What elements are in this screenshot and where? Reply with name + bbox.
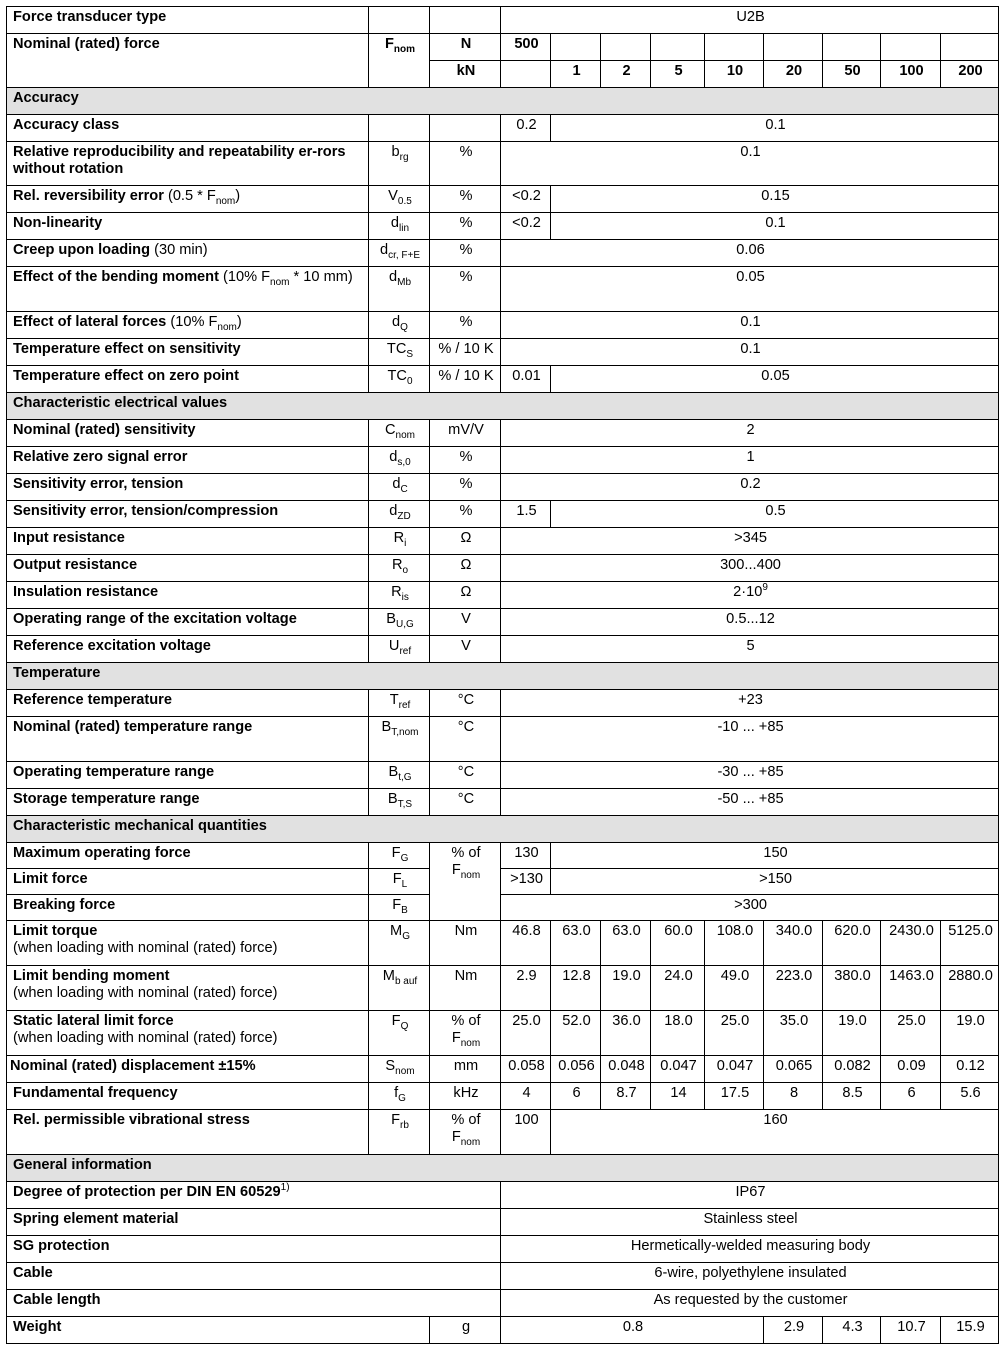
- table-row: Nominal (rated) temperature range $B_{T,nom}$ °C -10 ... +85: [7, 717, 999, 762]
- section-title: Accuracy: [7, 88, 999, 115]
- table-row: Sensitivity error, tension/compression $d_{ZD}$ % 1.5 0.5: [7, 501, 999, 528]
- force-symbol: $F_{nom}$: [369, 34, 430, 88]
- section-accuracy: [7, 88, 999, 115]
- table-row: Temperature effect on sensitivity $TC_S$ % / 10 K 0.1: [7, 339, 999, 366]
- table-row: Relative zero signal error $d_{s,0}$ % 1: [7, 447, 999, 474]
- table-row: Reference excitation voltage $U_{ref}$ V 5: [7, 636, 999, 663]
- force-row: [7, 34, 999, 61]
- type-label: Force transducer type: [7, 7, 369, 34]
- table-row: Output resistance $R_o$ Ω 300...400: [7, 555, 999, 582]
- table-row: Non-linearity $d_{lin}$ % <0.2 0.1: [7, 213, 999, 240]
- table-row: Temperature effect on zero point $TC_0$ % / 10 K 0.01 0.05: [7, 366, 999, 393]
- table-row: Weight g 0.8 2.9 4.3 10.7 15.9: [7, 1317, 999, 1344]
- force-2: 2: [601, 61, 651, 88]
- table-row: Limit bending moment (when loading with nominal (rated) force) $M_{b auf}$ Nm 2.9 12.8 19.0 24.0 49.0 223.0 380.0 1463.0 2880.0: [7, 966, 999, 1011]
- unit-n: N: [430, 34, 501, 61]
- pct-unit: % of $F_{nom}$: [430, 843, 501, 921]
- section-temperature: [7, 663, 999, 690]
- force-200: 200: [941, 61, 999, 88]
- force-500: 500: [501, 34, 551, 61]
- table-row: Effect of lateral forces (10% $F_{nom}$) $d_Q$ % 0.1: [7, 312, 999, 339]
- table-row: Sensitivity error, tension $d_C$ % 0.2: [7, 474, 999, 501]
- table-row: Rel. permissible vibrational stress $F_{rb}$ % of $F_{nom}$ 100 160: [7, 1110, 999, 1155]
- table-row: Rel. reversibility error $(0.5 * F_{nom})$ $V_{0.5}$ % <0.2 0.15: [7, 186, 999, 213]
- table-row: Cable length As requested by the customer: [7, 1290, 999, 1317]
- force-20: 20: [764, 61, 823, 88]
- table-row: Accuracy class 0.2 0.1: [7, 115, 999, 142]
- table-row: Insulation resistance $R_{is}$ Ω $2\cdot 10^9$: [7, 582, 999, 609]
- force-50: 50: [823, 61, 881, 88]
- section-general: [7, 1155, 999, 1182]
- section-title: Characteristic electrical values: [7, 393, 999, 420]
- force-5: 5: [651, 61, 705, 88]
- table-row: Operating temperature range $B_{t,G}$ °C -30 ... +85: [7, 762, 999, 789]
- section-mechanical: [7, 816, 999, 843]
- force-100: 100: [881, 61, 941, 88]
- table-row: Limit torque (when loading with nominal (rated) force) $M_G$ Nm 46.8 63.0 63.0 60.0 108.0 340.0 620.0 2430.0 5125.0: [7, 921, 999, 966]
- table-row: Nominal (rated) sensitivity $C_{nom}$ mV/V 2: [7, 420, 999, 447]
- table-row: Limit force $F_L$ >130 >150: [7, 869, 999, 895]
- section-electrical: [7, 393, 999, 420]
- table-row: Maximum operating force $F_G$ % of $F_{nom}$ 130 150: [7, 843, 999, 869]
- unit-kn: kN: [430, 61, 501, 88]
- table-row: Storage temperature range $B_{T,S}$ °C -50 ... +85: [7, 789, 999, 816]
- table-row: Spring element material Stainless steel: [7, 1209, 999, 1236]
- table-row: Static lateral limit force (when loading with nominal (rated) force) $F_Q$ % of $F_{nom}$ 25.0 52.0 36.0 18.0 25.0 35.0 19.0 25.0 19.0: [7, 1011, 999, 1056]
- table-row: Cable 6-wire, polyethylene insulated: [7, 1263, 999, 1290]
- spec-table: [6, 6, 999, 1344]
- force-10: 10: [705, 61, 764, 88]
- table-row: SG protection Hermetically-welded measuring body: [7, 1236, 999, 1263]
- table-row: Relative reproducibility and repeatability er-rors without rotation $b_{rg}$ % 0.1: [7, 142, 999, 186]
- section-title: General information: [7, 1155, 999, 1182]
- section-title: Characteristic mechanical quantities: [7, 816, 999, 843]
- table-row: Effect of the bending moment (10% $F_{nom} * 10$ mm) $d_{Mb}$ % 0.05: [7, 267, 999, 312]
- type-value: U2B: [501, 7, 999, 34]
- section-title: Temperature: [7, 663, 999, 690]
- table-row: Fundamental frequency $f_G$ kHz 4 6 8.7 14 17.5 8 8.5 6 5.6: [7, 1083, 999, 1110]
- table-row: Nominal (rated) displacement ±15% $S_{nom}$ mm 0.058 0.056 0.048 0.047 0.047 0.065 0.082 0.09 0.12: [7, 1056, 999, 1083]
- table-row: Degree of protection per DIN EN 60529$^{1)}$ IP67: [7, 1182, 999, 1209]
- table-row: Creep upon loading (30 min) $d_{cr, F+E}$ % 0.06: [7, 240, 999, 267]
- force-1: 1: [551, 61, 601, 88]
- table-row: Reference temperature $T_{ref}$ °C +23: [7, 690, 999, 717]
- table-row: Breaking force $F_B$ >300: [7, 895, 999, 921]
- table-row: Operating range of the excitation voltage $B_{U,G}$ V 0.5...12: [7, 609, 999, 636]
- type-row: [7, 7, 999, 34]
- table-row: Input resistance $R_i$ Ω >345: [7, 528, 999, 555]
- force-label: Nominal (rated) force: [7, 34, 369, 88]
